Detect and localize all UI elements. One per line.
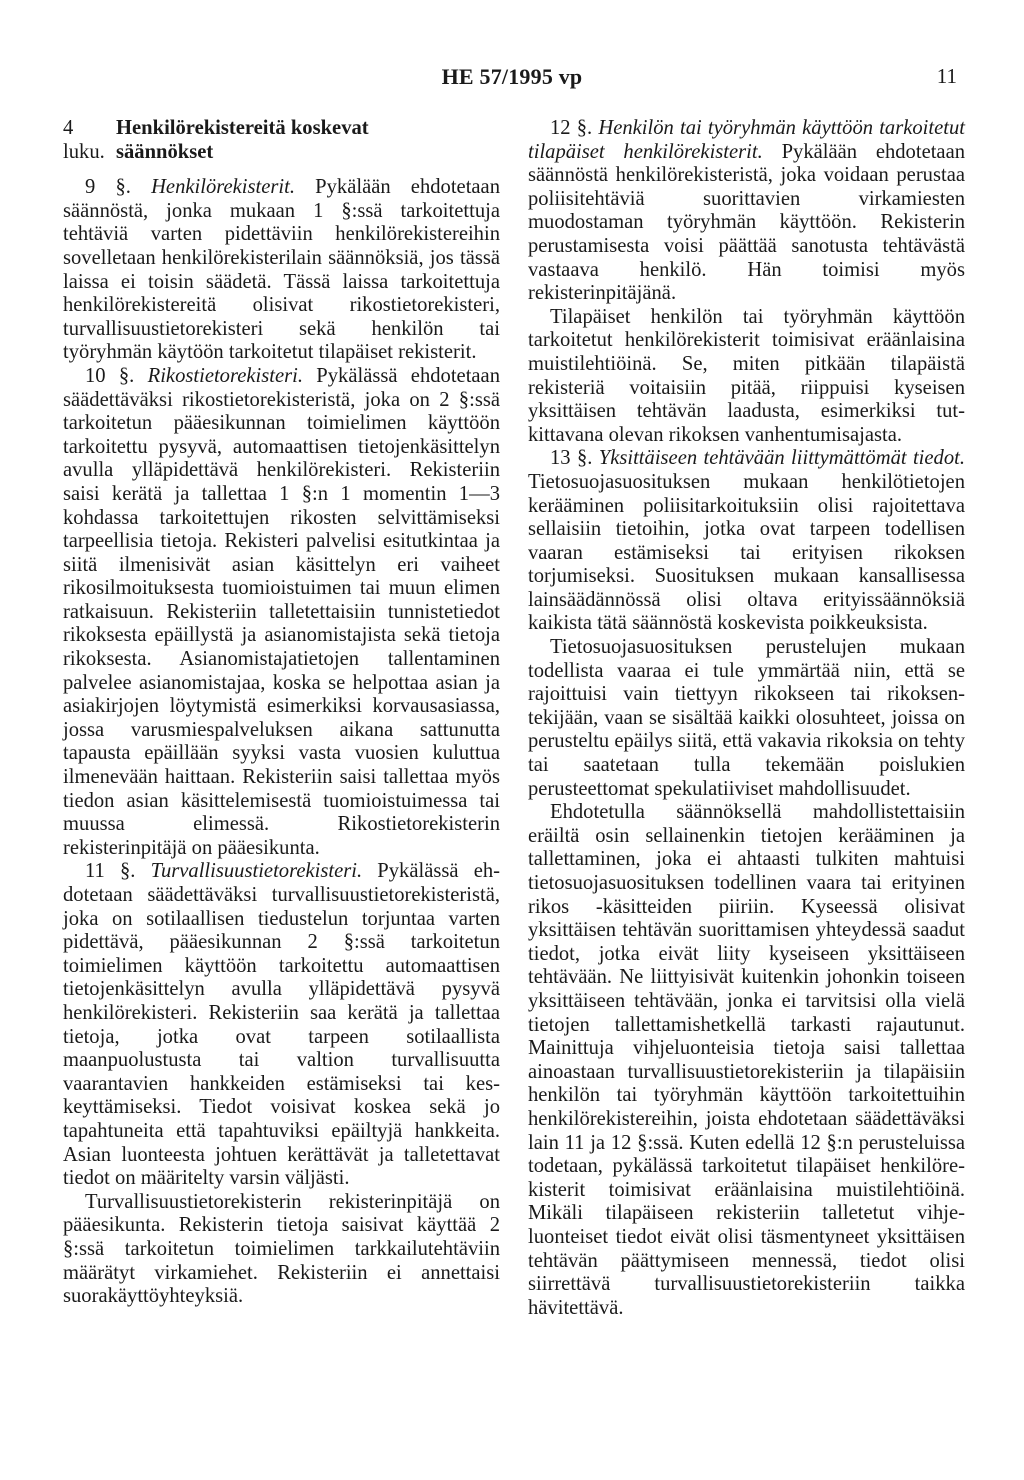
page-header: [0, 58, 1024, 98]
chapter-heading: [63, 117, 500, 164]
section-title: Turvallisuustietorekisteri.: [150, 860, 363, 883]
section-title: Henkilön tai työryhmän käyttöön tarkoitetut tilapäiset henkilörekisterit.: [528, 117, 965, 163]
section-number: 10 §.: [85, 364, 135, 387]
section-9: [63, 176, 500, 365]
section-text: Pykälään ehdotetaan säännöstä, jonka mukaan 1 §:ssä tarkoitettuja tehtäviä varten pidettäviin henkilörekistereihin sovelletaan henkilörekisterilain säännöksiä, jos tässä laissa ei toisin säädetä. Tässä laissa tarkoitettuja henkilörekistereitä olisivat rikostietorekisteri, turvallisuustietorekisteri sekä henkilön tai työryhmän käytöön tarkoitetut tilapäiset rekisterit.: [63, 176, 500, 364]
section-10: [63, 365, 500, 860]
paragraph: Ehdotetulla säännöksellä mahdollistettaisiin eräiltä osin sellainenkin tietojen kerääminen ja tallettaminen, joka ei ahtaasti tulkiten mahtuisi tietosuojasuosituksen todellinen vaara tai erityinen rikos -käsitteiden piiriin. Kyseessä olisivat yksittäisen tehtävän suorittamisen yhteydessä saadut tiedot, jotka eivät liity kyseiseen yksittäiseen tehtävään. Ne liittyisivät kuitenkin johonkin toiseen yksittäiseen tehtävään, jonka ei tarvitsisi olla vielä tietojen tallettamishetkellä tarkasti rajautunut. Mainittuja vihjeluonteisia tietoja saisi tallettaa ainoastaan turvallisuustietorekisteriin ja tilapäisiin henkilön tai työryhmän käyttöön tarkoitettuihin henkilörekistereihin, joista ehdotetaan säädettäväksi lain 11 ja 12 §:ssä. Kuten edellä 12 §:n perusteluissa todetaan, pykälässä tarkoitetut tilapäiset henkilörekisterit toimisivat eräänlaisina muistilehtiöinä. Mikäli tilapäiseen rekisteriin talletetut vihjeluonteiset tiedot eivät olisi täsmentyneet yksittäisen tehtävän päättymiseen mennessä, tiedot olisi siirrettävä turvallisuustietorekisteriin taikka hävitettävä.: [528, 801, 965, 1319]
section-text: Pykälässä ehdotetaan säädettäväksi rikostietorekisteristä, joka on 2 §:ssä tarkoitetun pääesikunnan toimielimen käyttöön tarkoitettu pysyvä, automaattisen tietojenkäsittelyn avulla ylläpidettävä henkilörekisteri. Rekisteriin saisi kerätä ja tallettaa 1 §:n 1 momentin 1—3 kohdassa tarkoitettujen rikosten selvittämiseksi tarpeellisia tietoja. Rekisteri palvelisi esitutkintaa ja siitä ilmenisivät asian käsittelyn eri vaiheet rikosilmoituksesta tuomioistuimen tai muun elimen ratkaisuun. Rekisteriin talletettaisiin tunnistetiedot rikoksesta epäillystä ja asianomistajista sekä tietoja rikoksesta. Asianomistajatietojen tallentaminen palvelee asianomistajaa, koska se helpottaa asian ja asiakirjojen löytymistä esimerkiksi korvausasiassa, jossa varusmiespalveluksen aikana sattunutta tapausta epäillään syyksi vasta vuosien kuluttua ilmenevään haittaan. Rekisteriin saisi tallettaa myös tiedon asian käsittelemisestä tuomioistuimessa tai muussa elimessä. Rikostietorekisterin rekisterinpitäjä on pääesikunta.: [63, 364, 500, 859]
section-11: [63, 860, 500, 1190]
chapter-title: Henkilörekistereitä koskevat säännökset: [116, 117, 369, 163]
section-number: 9 §.: [85, 176, 131, 199]
section-title: Henkilörekisterit.: [151, 176, 295, 199]
section-number: 13 §.: [550, 447, 593, 470]
paragraph: Turvallisuustietorekisterin rekisterinpitäjä on pääesikunta. Rekisterin tietoja saisivat käyttää 2 §:ssä tarkoitetun toimielimen tarkkailutehtäviin määrätyt virkamiehet. Rekisteriin ei annettaisi suorakäyttöyhteyksiä.: [63, 1190, 500, 1308]
section-number: 12 §.: [550, 117, 593, 139]
left-column: [63, 117, 500, 1309]
section-text: Pykälässä ehdotetaan säädettäväksi turvallisuustietorekisteristä, joka on sotilaallisen tiedustelun torjuntaa varten pidettävä, pääesikunnan 2 §:ssä tarkoitetun toimielimen käyttöön tarkoitettu automaattisen tietojenkäsittelyn avulla ylläpidettävä pysyvä henkilörekisteri. Rekisteriin saa kerätä ja tallettaa tietoja, jotka ovat tarpeen sotilaallista maanpuolustusta tai valtion turvallisuutta vaarantavien hankkeiden estämiseksi tai keskeyttämiseksi. Tiedot voisivat koskea sekä jo tapahtuneita että tapahtuviksi epäiltyjä hankkeita. Asian luonteesta johtuen kerättävät ja talletettavat tiedot on määritelty varsin väljästi.: [63, 860, 500, 1190]
section-text: Pykälään ehdotetaan säännöstä henkilörekisteristä, joka voidaan perustaa poliisitehtäviä suorittavien virkamiesten muodostaman työryhmän käyttöön. Rekisterin perustamisesta voisi päättää sanotusta tehtävästä vastaava henkilö. Hän toimisi myös rekisterinpitäjänä.: [528, 140, 966, 305]
right-column: [528, 117, 965, 1320]
section-title: Yksittäiseen tehtävään liittymättömät tiedot.: [598, 447, 965, 470]
section-13: [528, 447, 965, 636]
section-title: Rikostietorekisteri.: [147, 364, 303, 387]
page-number: 11: [936, 64, 957, 88]
section-number: 11 §.: [85, 860, 136, 883]
section-12: [528, 117, 965, 306]
paragraph: Tilapäiset henkilön tai työryhmän käyttöön tarkoitetut henkilörekisterit toimisivat eräänlaisina muistilehtiöinä. Se, miten pitkään tilapäistä rekisteriä voitaisiin pitää, riippuisi kyseisen yksittäisen tehtävän laadusta, esimerkiksi tutkittavana olevan rikoksen vanhentumisajasta.: [528, 305, 965, 446]
paragraph: Tietosuojasuosituksen perustelujen mukaan todellista vaaraa ei tule ymmärtää niin, että se rajoittuisi vain tiettyyn rikokseen tai rikoksentekijään, vaan se sisältää kaikki olosuhteet, joissa on perusteltu epäilys siitä, että vakavia rikoksia on tehty tai saatetaan tulla tekemään poislukien perusteettomat spekulatiiviset mahdollisuudet.: [528, 636, 965, 800]
document-title: HE 57/1995 vp: [441, 64, 583, 89]
section-text: Tietosuojasuosituksen mukaan henkilötietojen kerääminen poliisitarkoituksiin olisi rajoitettava sellaisiin tietoihin, jotka ovat tarpeen todellisen vaaran estämiseksi tai erityisen rikoksen torjumiseksi. Suosituksen mukaan kansallisessa lainsäädännössä olisi oltava erityissäännöksiä kaikista tätä säännöstä koskevista poikkeuksista.: [528, 470, 965, 635]
chapter-number: 4 luku.: [63, 117, 105, 163]
